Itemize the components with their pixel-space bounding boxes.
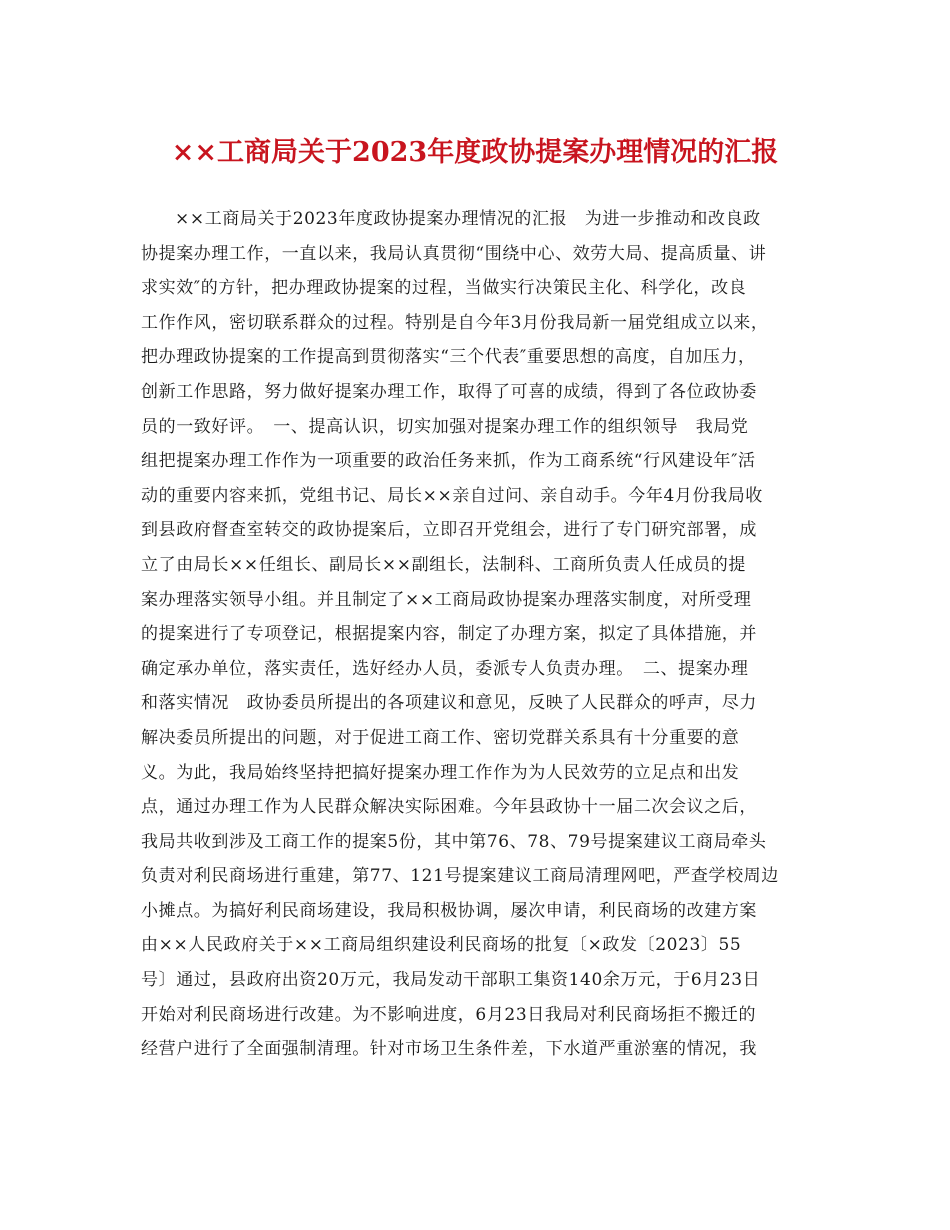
body-line: 的提案进行了专项登记，根据提案内容，制定了办理方案，拟定了具体措施，并 <box>141 624 757 645</box>
body-line: 我局共收到涉及工商工作的提案5份，其中第76、78、79号提案建议工商局牵头 <box>141 831 767 852</box>
body-line: 经营户进行了全面强制清理。针对市场卫生条件差，下水道严重淤塞的情况，我 <box>141 1039 757 1060</box>
body-line: 创新工作思路，努力做好提案办理工作，取得了可喜的成绩，得到了各位政协委 <box>141 381 757 402</box>
body-line: 动的重要内容来抓，党组书记、局长××亲自过问、亲自动手。今年4月份我局收 <box>141 485 763 506</box>
body-line: 员的一致好评。 一、提高认识，切实加强对提案办理工作的组织领导 我局党 <box>141 416 749 437</box>
body-line: 由××人民政府关于××工商局组织建设利民商场的批复〔×政发〔2023〕55 <box>141 935 742 956</box>
document-title: ××工商局关于2023年度政协提案办理情况的汇报 <box>171 137 779 168</box>
body-line: 求实效″的方针，把办理政协提案的过程，当做实行决策民主化、科学化，改良 <box>141 278 747 299</box>
body-line: 点，通过办理工作为人民群众解决实际困难。今年县政协十一届二次会议之后， <box>141 797 757 818</box>
body-line: 协提案办理工作，一直以来，我局认真贯彻“围绕中心、效劳大局、提高质量、讲 <box>141 243 767 264</box>
body-line: 负责对利民商场进行重建，第77、121号提案建议工商局清理网吧，严查学校周边 <box>141 866 779 887</box>
body-line: 工作作风，密切联系群众的过程。特别是自今年3月份我局新一届党组成立以来， <box>141 312 769 333</box>
body-line: 把办理政协提案的工作提高到贯彻落实“三个代表″重要思想的高度，自加压力， <box>141 347 756 368</box>
body-line: 组把提案办理工作作为一项重要的政治任务来抓，作为工商系统“行风建设年″活 <box>141 451 756 472</box>
body-line: 和落实情况 政协委员所提出的各项建议和意见，反映了人民群众的呼声，尽力 <box>141 693 757 714</box>
body-line: 到县政府督查室转交的政协提案后，立即召开党组会，进行了专门研究部署，成 <box>141 520 757 541</box>
body-line: 立了由局长××任组长、副局长××副组长，法制科、工商所负责人任成员的提 <box>141 554 746 575</box>
body-line: 开始对利民商场进行改建。为不影响进度，6月23日我局对利民商场拒不搬迁的 <box>141 1004 757 1025</box>
body-line: 确定承办单位，落实责任，选好经办人员，委派专人负责办理。 二、提案办理 <box>141 658 749 679</box>
body-line: 案办理落实领导小组。并且制定了××工商局政协提案办理落实制度，对所受理 <box>141 589 752 610</box>
body-line: 解决委员所提出的问题，对于促进工商工作、密切党群关系具有十分重要的意 <box>141 727 740 748</box>
body-line: ××工商局关于2023年度政协提案办理情况的汇报 为进一步推动和改良政 <box>175 209 761 229</box>
document-body <box>141 202 811 1067</box>
body-line: 小摊点。为搞好利民商场建设，我局积极协调，屡次申请，利民商场的改建方案 <box>141 900 757 921</box>
body-line: 号〕通过，县政府出资20万元，我局发动干部职工集资140余万元，于6月23日 <box>141 970 761 991</box>
body-line: 义。为此，我局始终坚持把搞好提案办理工作作为为人民效劳的立足点和出发 <box>141 762 740 783</box>
